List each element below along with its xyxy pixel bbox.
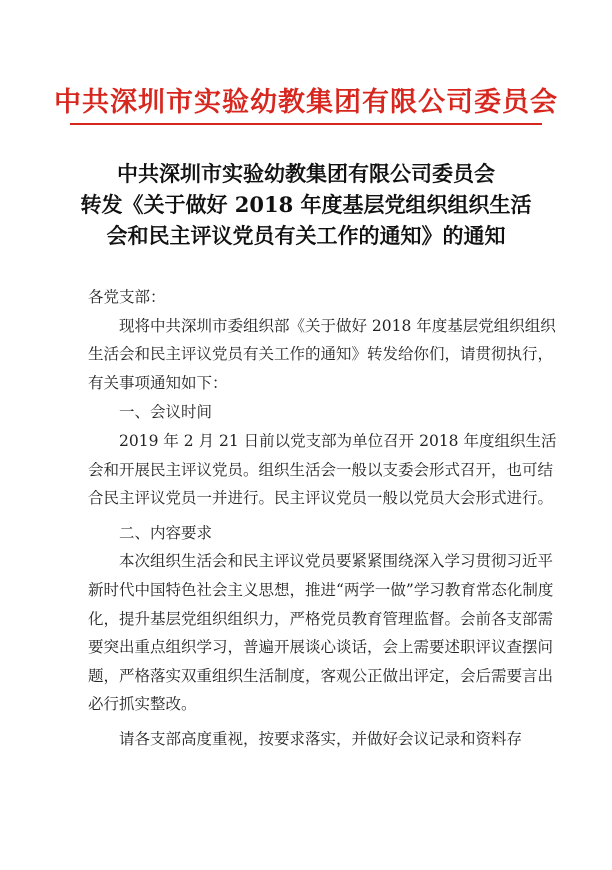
org-header: 中共深圳市实验幼教集团有限公司委员会 bbox=[54, 87, 558, 118]
closing-paragraph: 请各支部高度重视，按要求落实，并做好会议记录和资料存 bbox=[119, 729, 523, 748]
header-divider bbox=[70, 123, 542, 125]
title-line-2: 转发《关于做好 2018 年度基层党组织组织生活 bbox=[80, 192, 532, 217]
document-title bbox=[0, 158, 612, 251]
section-heading-meeting-time: 一、会议时间 bbox=[119, 403, 213, 422]
section-heading-content-requirements: 二、内容要求 bbox=[119, 523, 213, 542]
salutation: 各党支部： bbox=[88, 288, 166, 306]
section-paragraph-content-requirements: 本次组织生活会和民主评议党员要紧紧围绕深入学习贯彻习近平新时代中国特色社会主义思想，推进“两学一做”学习教育常态化制度化，提升基层党组织组织力，严格党员教育管理监督。会前各支部需要突出重点组织学习，普遍开展谈心谈话，会上需要述职评议查摆问题，严格落实双重组织生活制度，客观公正做出评定，会后需要言出必行抓实整改。 bbox=[88, 552, 554, 714]
intro-paragraph: 现将中共深圳市委组织部《关于做好 2018 年度基层党组织组织生活会和民主评议党员有关工作的通知》转发给你们，请贯彻执行，有关事项通知如下： bbox=[88, 316, 556, 392]
title-line-3: 会和民主评议党员有关工作的通知》的通知 bbox=[106, 223, 506, 248]
title-line-1: 中共深圳市实验幼教集团有限公司委员会 bbox=[117, 161, 495, 186]
document-body bbox=[88, 283, 568, 754]
section-paragraph-meeting-time: 2019 年 2 月 21 日前以党支部为单位召开 2018 年度组织生活会和开展民主评议党员。组织生活会一般以支委会形式召开，也可结合民主评议党员一并进行。民主评议党员一般以党员大会形式进行。 bbox=[88, 431, 557, 508]
